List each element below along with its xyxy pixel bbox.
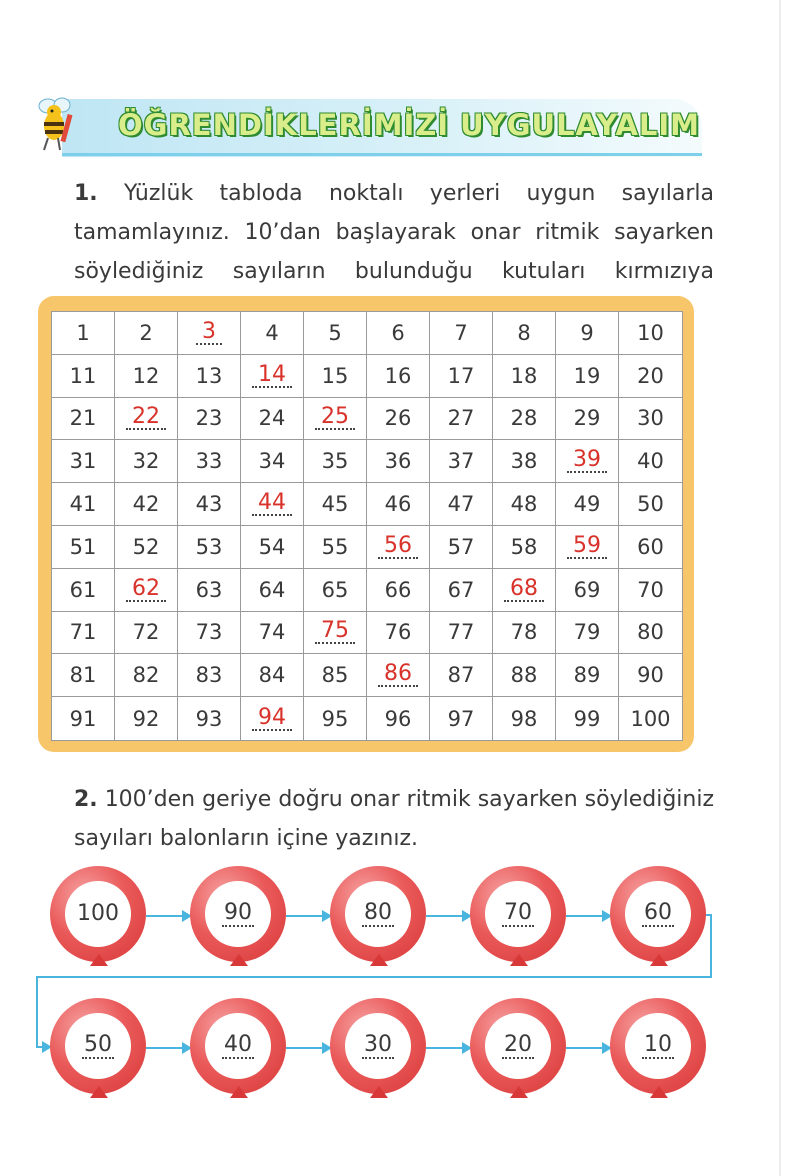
number-cell <box>178 398 241 441</box>
number-cell <box>304 526 367 569</box>
number-cell <box>493 355 556 398</box>
cell-number: 48 <box>510 492 538 517</box>
cell-number: 60 <box>637 534 664 559</box>
number-cell <box>367 355 430 398</box>
cell-number: 88 <box>510 663 538 688</box>
cell-number: 85 <box>321 663 349 688</box>
cell-number: 79 <box>573 620 601 645</box>
number-cell <box>556 483 619 526</box>
cell-number: 93 <box>195 706 223 731</box>
hundred-chart <box>51 311 683 741</box>
cell-number: 12 <box>132 363 160 388</box>
cell-number: 41 <box>69 492 97 517</box>
cell-number: 38 <box>510 449 538 474</box>
cell-number: 86 <box>378 663 418 687</box>
cell-number: 69 <box>573 577 601 602</box>
balloon <box>610 998 710 1098</box>
cell-number: 33 <box>195 449 223 474</box>
balloon <box>330 998 430 1098</box>
balloon-value: 20 <box>504 1032 532 1057</box>
cell-number: 15 <box>321 363 349 388</box>
cell-number: 73 <box>195 620 223 645</box>
number-cell <box>430 654 493 697</box>
cell-number: 81 <box>69 663 97 688</box>
cell-number: 54 <box>258 534 286 559</box>
cell-number: 31 <box>69 449 97 474</box>
number-cell <box>430 440 493 483</box>
number-cell <box>178 612 241 655</box>
number-cell <box>178 440 241 483</box>
cell-number: 10 <box>637 320 664 345</box>
bee-icon <box>30 92 80 158</box>
cell-number: 40 <box>637 449 664 474</box>
number-cell <box>556 569 619 612</box>
number-cell <box>241 312 304 355</box>
cell-number: 27 <box>447 406 475 431</box>
cell-number: 19 <box>573 363 601 388</box>
cell-number: 96 <box>384 706 412 731</box>
number-cell <box>619 398 682 441</box>
question-2 <box>74 780 714 858</box>
filled-blank-cell <box>178 312 241 355</box>
filled-blank-cell <box>241 355 304 398</box>
question-2-number: 2. <box>74 787 98 812</box>
balloon <box>190 998 290 1098</box>
number-cell <box>493 440 556 483</box>
number-cell <box>430 569 493 612</box>
number-cell <box>241 612 304 655</box>
number-cell <box>556 398 619 441</box>
number-cell <box>115 697 178 740</box>
number-cell <box>304 569 367 612</box>
number-cell <box>367 312 430 355</box>
banner-title: ÖĞRENDİKLERİMİZİ UYGULAYALIM <box>118 108 701 142</box>
number-cell <box>493 398 556 441</box>
number-cell <box>619 612 682 655</box>
number-cell <box>304 697 367 740</box>
cell-number: 74 <box>258 620 286 645</box>
cell-number: 65 <box>321 577 349 602</box>
number-cell <box>556 612 619 655</box>
cell-number: 20 <box>637 363 664 388</box>
filled-blank-cell <box>241 483 304 526</box>
number-cell <box>367 697 430 740</box>
number-cell <box>430 355 493 398</box>
arrow-icon <box>566 915 610 917</box>
cell-number: 98 <box>510 706 538 731</box>
number-cell <box>556 697 619 740</box>
cell-number: 39 <box>567 449 607 473</box>
arrow-icon <box>566 1047 610 1049</box>
cell-number: 61 <box>69 577 97 602</box>
number-cell <box>115 612 178 655</box>
filled-blank-cell <box>493 569 556 612</box>
number-cell <box>619 355 682 398</box>
number-cell <box>115 654 178 697</box>
number-cell <box>178 526 241 569</box>
cell-number: 37 <box>447 449 475 474</box>
balloon-value: 60 <box>644 900 672 925</box>
number-cell <box>115 440 178 483</box>
cell-number: 89 <box>573 663 601 688</box>
number-cell <box>619 440 682 483</box>
cell-number: 23 <box>195 406 223 431</box>
arrow-icon <box>426 915 470 917</box>
cell-number: 53 <box>195 534 223 559</box>
number-cell <box>493 483 556 526</box>
number-cell <box>619 697 682 740</box>
filled-blank-cell <box>115 398 178 441</box>
number-cell <box>178 483 241 526</box>
arrow-icon <box>426 1047 470 1049</box>
balloon-value: 80 <box>364 900 392 925</box>
cell-number: 71 <box>69 620 97 645</box>
number-cell <box>304 440 367 483</box>
number-cell <box>430 697 493 740</box>
number-cell <box>52 654 115 697</box>
connector-line <box>36 976 712 978</box>
cell-number: 91 <box>69 706 97 731</box>
number-cell <box>430 483 493 526</box>
cell-number: 59 <box>567 535 607 559</box>
balloon-value: 30 <box>364 1032 392 1057</box>
number-cell <box>115 526 178 569</box>
cell-number: 55 <box>321 534 349 559</box>
number-cell <box>619 569 682 612</box>
number-cell <box>304 483 367 526</box>
cell-number: 97 <box>447 706 475 731</box>
cell-number: 80 <box>637 620 664 645</box>
cell-number: 95 <box>321 706 349 731</box>
number-cell <box>115 483 178 526</box>
number-cell <box>52 483 115 526</box>
number-cell <box>304 654 367 697</box>
number-cell <box>493 312 556 355</box>
cell-number: 50 <box>637 492 664 517</box>
balloon <box>190 866 290 966</box>
number-cell <box>556 654 619 697</box>
balloon <box>330 866 430 966</box>
arrow-icon <box>146 915 190 917</box>
arrow-icon <box>286 915 330 917</box>
cell-number: 29 <box>573 406 601 431</box>
cell-number: 11 <box>69 363 97 388</box>
cell-number: 3 <box>196 321 222 345</box>
cell-number: 62 <box>126 578 166 602</box>
filled-blank-cell <box>304 398 367 441</box>
cell-number: 82 <box>132 663 160 688</box>
cell-number: 2 <box>139 320 153 345</box>
number-cell <box>52 398 115 441</box>
cell-number: 36 <box>384 449 412 474</box>
number-cell <box>52 526 115 569</box>
cell-number: 22 <box>126 406 166 430</box>
cell-number: 92 <box>132 706 160 731</box>
cell-number: 24 <box>258 406 286 431</box>
number-cell <box>493 697 556 740</box>
number-cell <box>493 654 556 697</box>
number-cell <box>52 355 115 398</box>
question-1-number: 1. <box>74 181 98 206</box>
cell-number: 64 <box>258 577 286 602</box>
cell-number: 67 <box>447 577 475 602</box>
arrow-icon <box>36 1046 50 1048</box>
number-cell <box>115 312 178 355</box>
cell-number: 45 <box>321 492 349 517</box>
balloon <box>50 998 150 1098</box>
cell-number: 56 <box>378 535 418 559</box>
cell-number: 63 <box>195 577 223 602</box>
cell-number: 51 <box>69 534 97 559</box>
cell-number: 57 <box>447 534 475 559</box>
cell-number: 72 <box>132 620 160 645</box>
cell-number: 76 <box>384 620 412 645</box>
cell-number: 30 <box>637 406 664 431</box>
filled-blank-cell <box>241 697 304 740</box>
cell-number: 100 <box>630 706 671 731</box>
balloon-value: 10 <box>644 1032 672 1057</box>
number-cell <box>52 569 115 612</box>
number-cell <box>430 612 493 655</box>
cell-number: 44 <box>252 492 292 516</box>
number-cell <box>52 440 115 483</box>
number-cell <box>556 355 619 398</box>
cell-number: 94 <box>252 707 292 731</box>
cell-number: 17 <box>447 363 475 388</box>
cell-number: 68 <box>504 578 544 602</box>
number-cell <box>493 526 556 569</box>
number-cell <box>178 355 241 398</box>
number-cell <box>241 654 304 697</box>
cell-number: 77 <box>447 620 475 645</box>
cell-number: 58 <box>510 534 538 559</box>
cell-number: 35 <box>321 449 349 474</box>
number-cell <box>619 483 682 526</box>
cell-number: 4 <box>265 320 279 345</box>
number-cell <box>619 654 682 697</box>
number-cell <box>619 312 682 355</box>
cell-number: 78 <box>510 620 538 645</box>
page-edge <box>779 0 781 1176</box>
filled-blank-cell <box>115 569 178 612</box>
number-cell <box>52 697 115 740</box>
cell-number: 66 <box>384 577 412 602</box>
cell-number: 26 <box>384 406 412 431</box>
cell-number: 75 <box>315 620 355 644</box>
number-cell <box>367 612 430 655</box>
number-cell <box>115 355 178 398</box>
connector-line <box>36 976 38 1048</box>
number-cell <box>241 398 304 441</box>
number-cell <box>556 312 619 355</box>
number-cell <box>430 398 493 441</box>
filled-blank-cell <box>367 654 430 697</box>
number-cell <box>241 440 304 483</box>
cell-number: 84 <box>258 663 286 688</box>
number-cell <box>178 654 241 697</box>
number-cell <box>430 312 493 355</box>
cell-number: 21 <box>69 406 97 431</box>
cell-number: 8 <box>517 320 531 345</box>
banner-stripe <box>62 153 702 156</box>
cell-number: 87 <box>447 663 475 688</box>
number-cell <box>493 612 556 655</box>
number-cell <box>241 569 304 612</box>
cell-number: 13 <box>195 363 223 388</box>
balloon <box>610 866 710 966</box>
cell-number: 18 <box>510 363 538 388</box>
cell-number: 83 <box>195 663 223 688</box>
balloon <box>470 866 570 966</box>
number-cell <box>52 612 115 655</box>
cell-number: 49 <box>573 492 601 517</box>
connector-line <box>710 914 712 978</box>
cell-number: 46 <box>384 492 412 517</box>
cell-number: 16 <box>384 363 412 388</box>
filled-blank-cell <box>556 440 619 483</box>
cell-number: 25 <box>315 406 355 430</box>
filled-blank-cell <box>304 612 367 655</box>
number-cell <box>367 569 430 612</box>
filled-blank-cell <box>367 526 430 569</box>
balloon-value: 100 <box>77 901 119 926</box>
cell-number: 70 <box>637 577 664 602</box>
cell-number: 32 <box>132 449 160 474</box>
cell-number: 43 <box>195 492 223 517</box>
cell-number: 52 <box>132 534 160 559</box>
arrow-icon <box>286 1047 330 1049</box>
cell-number: 1 <box>76 320 90 345</box>
cell-number: 9 <box>580 320 594 345</box>
balloon-value: 90 <box>224 900 252 925</box>
cell-number: 34 <box>258 449 286 474</box>
cell-number: 99 <box>573 706 601 731</box>
number-cell <box>619 526 682 569</box>
cell-number: 7 <box>454 320 468 345</box>
number-cell <box>367 398 430 441</box>
number-cell <box>241 526 304 569</box>
cell-number: 6 <box>391 320 405 345</box>
cell-number: 42 <box>132 492 160 517</box>
filled-blank-cell <box>556 526 619 569</box>
balloon <box>50 866 150 966</box>
number-cell <box>304 312 367 355</box>
balloon <box>470 998 570 1098</box>
number-cell <box>430 526 493 569</box>
cell-number: 90 <box>637 663 664 688</box>
number-cell <box>178 569 241 612</box>
cell-number: 28 <box>510 406 538 431</box>
number-cell <box>367 440 430 483</box>
number-cell <box>304 355 367 398</box>
cell-number: 14 <box>252 364 292 388</box>
cell-number: 5 <box>328 320 342 345</box>
number-cell <box>52 312 115 355</box>
question-2-text: 100’den geriye doğru onar ritmik sayarken söylediğiniz sayıları balonların içine yazınız. <box>74 787 714 851</box>
cell-number: 47 <box>447 492 475 517</box>
balloon-value: 70 <box>504 900 532 925</box>
balloon-value: 40 <box>224 1032 252 1057</box>
number-cell <box>367 483 430 526</box>
balloon-value: 50 <box>84 1032 112 1057</box>
question-1-text: Yüzlük tabloda noktalı yerleri uygun sayılarla tamamlayınız. 10’dan başlayarak onar ritmik sayarken söylediğiniz sayıların bulunduğu kutuları kırmızıya <box>74 181 714 284</box>
arrow-icon <box>146 1047 190 1049</box>
number-cell <box>178 697 241 740</box>
